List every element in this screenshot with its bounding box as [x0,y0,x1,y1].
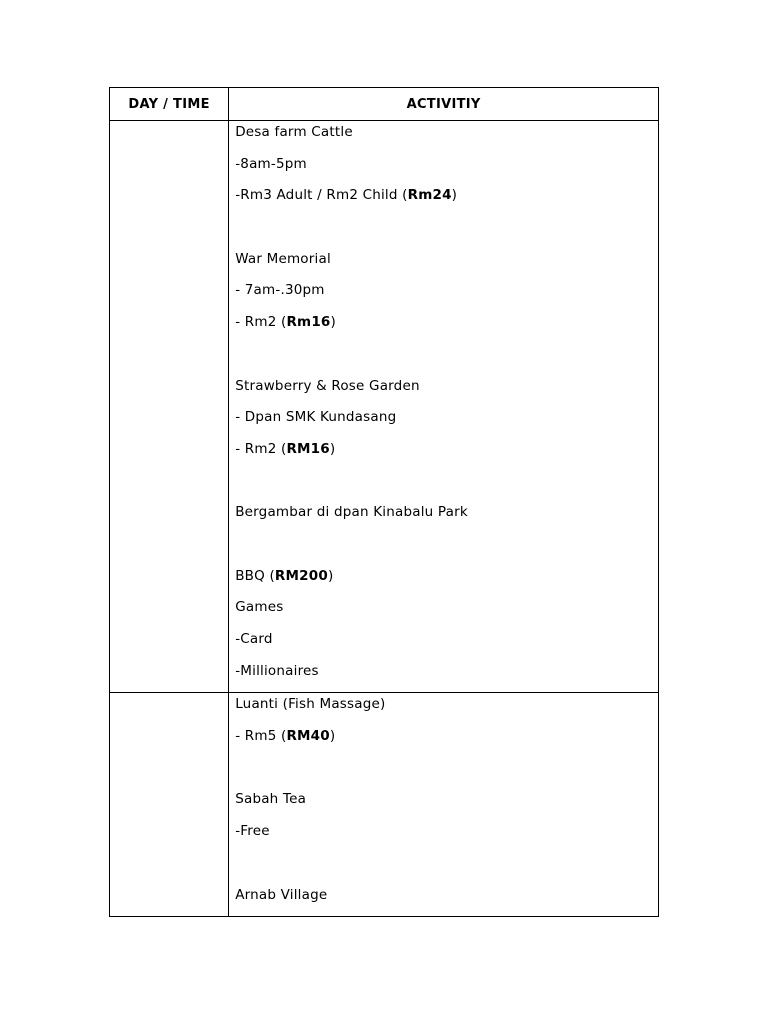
activity-text: -Card [235,631,273,647]
activity-schedule-table [109,87,659,917]
table-header-row [110,88,659,121]
activity-text: -Millionaires [235,662,319,679]
activity-line [235,566,658,598]
activity-line [235,821,658,853]
activity-text-suffix: ) [451,187,458,204]
activity-line [235,597,658,629]
activity-text: Desa farm Cattle [235,124,353,140]
activity-line [235,789,658,821]
activity-line [235,122,658,154]
activity-text: -Free [235,823,270,840]
activity-text: Arnab Village [235,886,328,903]
activity-header: ACTIVITIY [229,88,659,121]
activity-line [235,694,658,726]
spacer-line [235,853,658,885]
activity-text: -Rm3 Adult / Rm2 Child ( [235,187,408,204]
activity-line [235,185,658,217]
activity-line [235,502,658,534]
activity-line [235,661,658,693]
day-time-cell [110,693,229,917]
activity-text: - 7am-.30pm [235,282,325,299]
activity-text: Games [235,599,284,616]
activity-list [229,121,658,692]
spacer-line [235,534,658,566]
spacer-line [235,217,658,249]
activity-line [235,376,658,408]
activity-text: - Rm2 ( [235,440,287,457]
activity-cost-total: RM16 [286,440,330,457]
activity-line [235,629,658,661]
activity-text: Luanti (Fish Massage) [235,696,386,713]
activity-line [235,154,658,186]
day-time-cell [110,121,229,693]
activity-text-suffix: ) [329,440,336,457]
table-row [110,693,659,917]
activity-cell [229,693,659,917]
activity-text: Bergambar di dpan Kinabalu Park [235,504,468,521]
spacer-line [235,471,658,503]
table-row [110,121,659,693]
activity-text: -8am-5pm [235,155,307,172]
activity-text-suffix: ) [330,314,336,331]
spacer-line [235,758,658,790]
activity-text: BBQ ( [235,567,275,584]
activity-text: Sabah Tea [235,791,307,808]
activity-text-suffix: ) [327,567,334,584]
activity-text: - Rm2 ( [235,314,287,331]
day-time-header: DAY / TIME [110,88,229,121]
activity-list [229,693,658,916]
activity-text: War Memorial [235,250,331,267]
activity-text-suffix: ) [329,728,336,745]
activity-line [235,885,658,917]
activity-line [235,249,658,281]
activity-cell [229,121,659,693]
activity-text: Strawberry & Rose Garden [235,377,420,394]
activity-cost-total: RM40 [286,728,330,745]
activity-cost-total: Rm24 [407,187,452,204]
activity-line [235,726,658,758]
activity-cost-total: RM200 [274,567,328,584]
activity-line [235,439,658,471]
activity-line [235,312,658,344]
activity-cost-total: Rm16 [286,314,331,331]
activity-line [235,407,658,439]
spacer-line [235,344,658,376]
activity-text: - Rm5 ( [235,728,287,745]
activity-line [235,280,658,312]
activity-text: - Dpan SMK Kundasang [235,409,397,426]
